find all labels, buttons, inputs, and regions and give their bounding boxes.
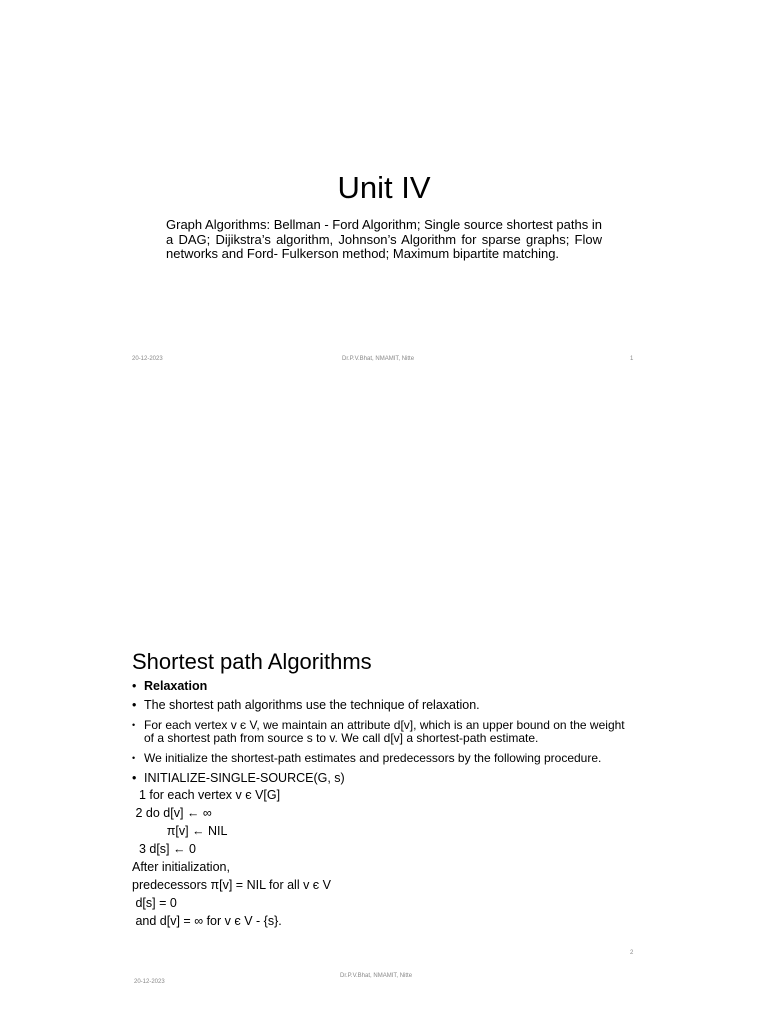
slide-title: Shortest path Algorithms [132,649,372,674]
bullet-item [132,699,632,712]
slide-1 [0,0,768,380]
footer-date: 20-12-2023 [132,356,163,362]
footer-author: Dr.P.V.Bhat, NMAMIT, Nitte [342,356,415,362]
footer-date: 20-12-2023 [134,979,165,985]
pseudocode-line: d[s] = 0 [132,896,177,910]
slide-title: Unit IV [337,170,431,205]
pseudocode-line: 3 d[s] ← 0 [132,842,196,856]
page-number: 1 [630,356,634,362]
footer-author: Dr.P.V.Bhat, NMAMIT, Nitte [340,973,413,979]
bullet-text: We initialize the shortest-path estimates and predecessors by the following procedure. [144,751,602,765]
bullet-text: The shortest path algorithms use the technique of relaxation. [144,697,480,712]
bullet-icon: • [132,679,137,693]
pseudocode-line: and d[v] = ∞ for v є V - {s}. [132,914,282,928]
bullet-icon: • [132,770,137,785]
pseudocode-line: predecessors π[v] = NIL for all v є V [132,878,331,892]
bullet-text: For each vertex v є V, we maintain an attribute d[v], which is an upper bound on the weight of a shortest path from source s to v. We call d[v] a shortest-path estimate. [144,718,625,745]
bullet-item [132,752,632,765]
pseudocode-line: 2 do d[v] ← ∞ [132,806,212,820]
bullet-text: Relaxation [144,679,208,693]
pseudocode-line: After initialization, [132,860,230,874]
bullet-text: INITIALIZE-SINGLE-SOURCE(G, s) [144,770,345,785]
pseudocode-line: π[v] ← NIL [132,824,228,838]
slide-body-text: Graph Algorithms: Bellman - Ford Algorithm; Single source shortest paths in a DAG; Dijikstra’s algorithm, Johnson’s Algorithm for sparse graphs; Flow networks and Ford- Fulkerson method; Maximum bipartite matching. [166,217,602,261]
bullet-icon: • [132,720,136,730]
bullet-item [132,680,632,693]
slide-2 [0,620,768,1024]
bullet-item [132,772,632,785]
bullet-item [132,719,632,744]
slide-body [132,677,632,930]
bullet-icon: • [132,697,137,712]
bullet-icon: • [132,753,136,763]
page-number: 2 [630,950,634,956]
pseudocode-line: 1 for each vertex v є V[G] [132,788,281,802]
pseudocode-block [132,786,632,930]
